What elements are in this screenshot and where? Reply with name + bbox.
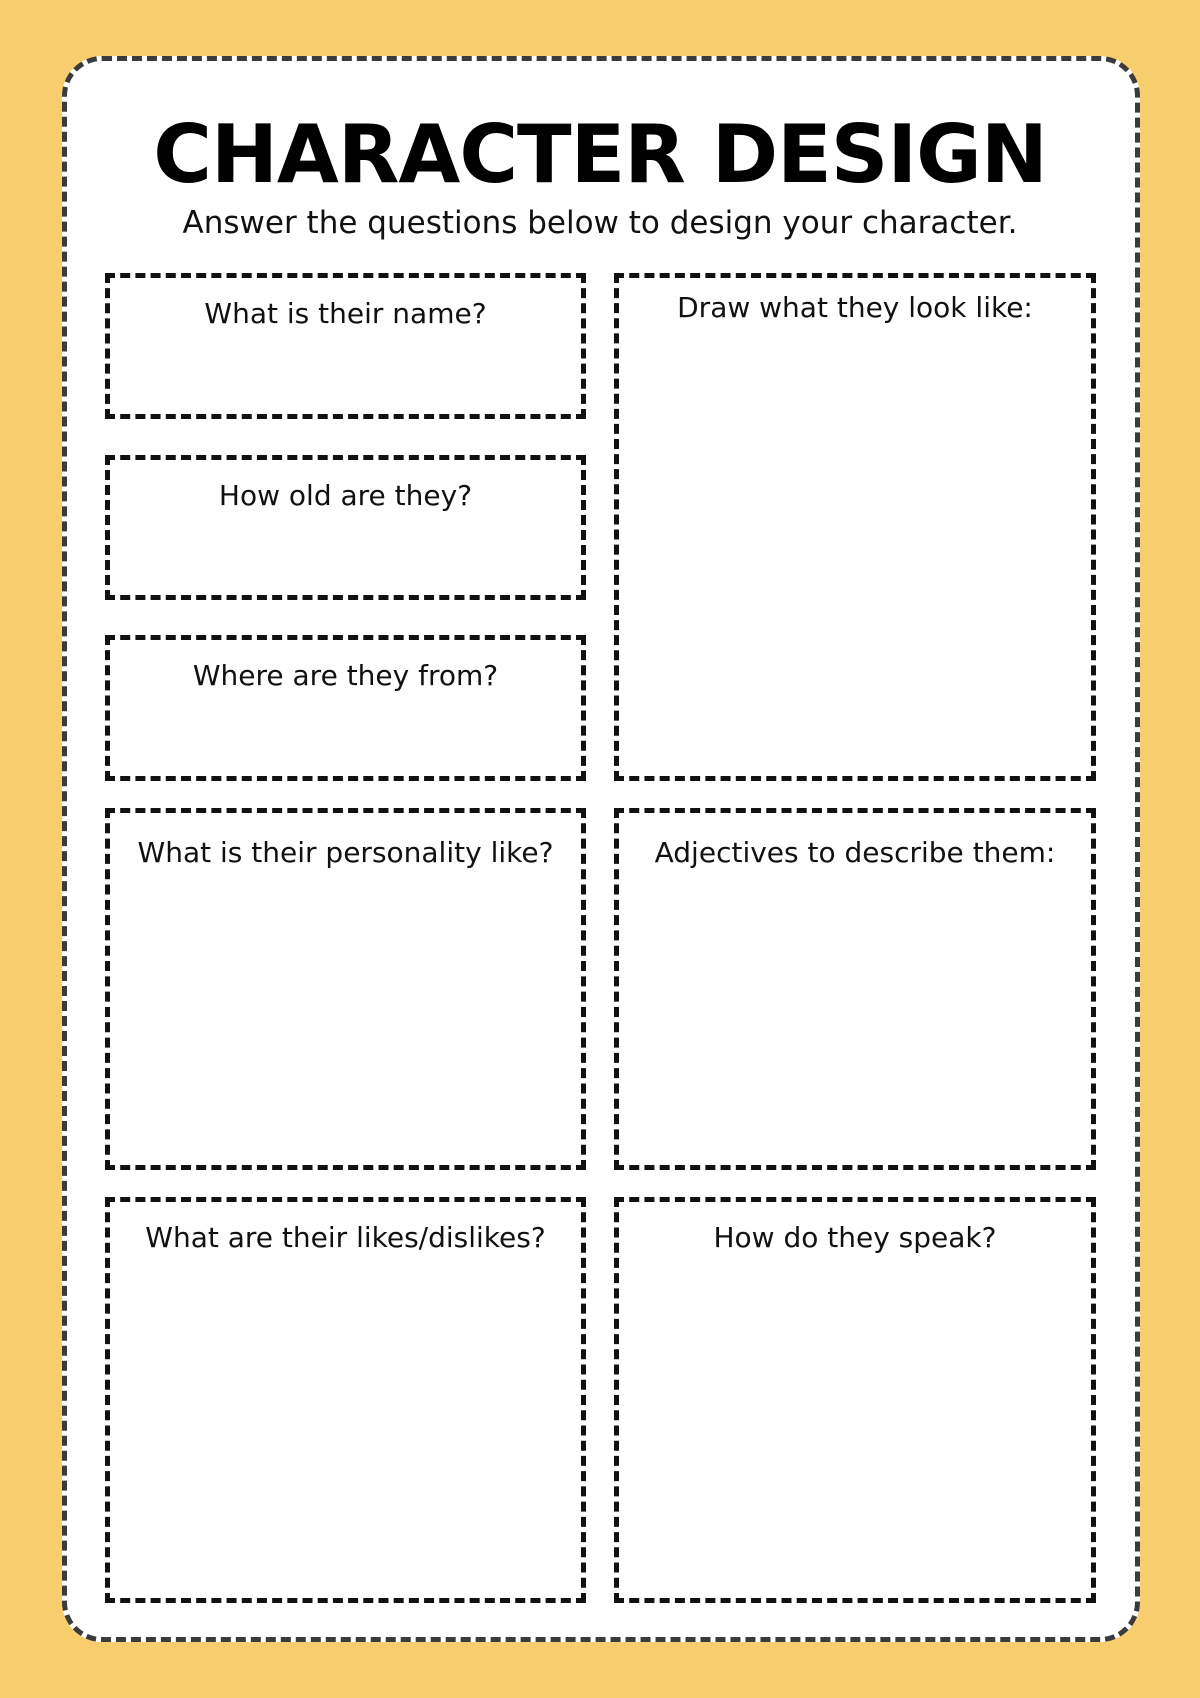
speech-box-label: How do they speak? (713, 1221, 997, 1254)
speech-box[interactable] (614, 1197, 1096, 1603)
likes-box-label: What are their likes/dislikes? (145, 1221, 546, 1254)
likes-box[interactable] (105, 1197, 586, 1603)
worksheet-subtitle: Answer the questions below to design your character. (182, 205, 1018, 241)
drawing-box-label: Draw what they look like: (677, 291, 1033, 324)
worksheet-title: CHARACTER DESIGN (153, 108, 1047, 201)
age-box[interactable] (105, 455, 586, 600)
origin-box[interactable] (105, 635, 586, 781)
drawing-box[interactable] (614, 273, 1096, 781)
age-box-label: How old are they? (218, 479, 473, 512)
personality-box-label: What is their personality like? (137, 836, 554, 869)
adjectives-box[interactable] (614, 808, 1096, 1170)
name-box[interactable] (105, 273, 586, 419)
adjectives-box-label: Adjectives to describe them: (654, 836, 1056, 869)
personality-box[interactable] (105, 808, 586, 1170)
origin-box-label: Where are they from? (192, 659, 499, 692)
name-box-label: What is their name? (204, 297, 487, 330)
